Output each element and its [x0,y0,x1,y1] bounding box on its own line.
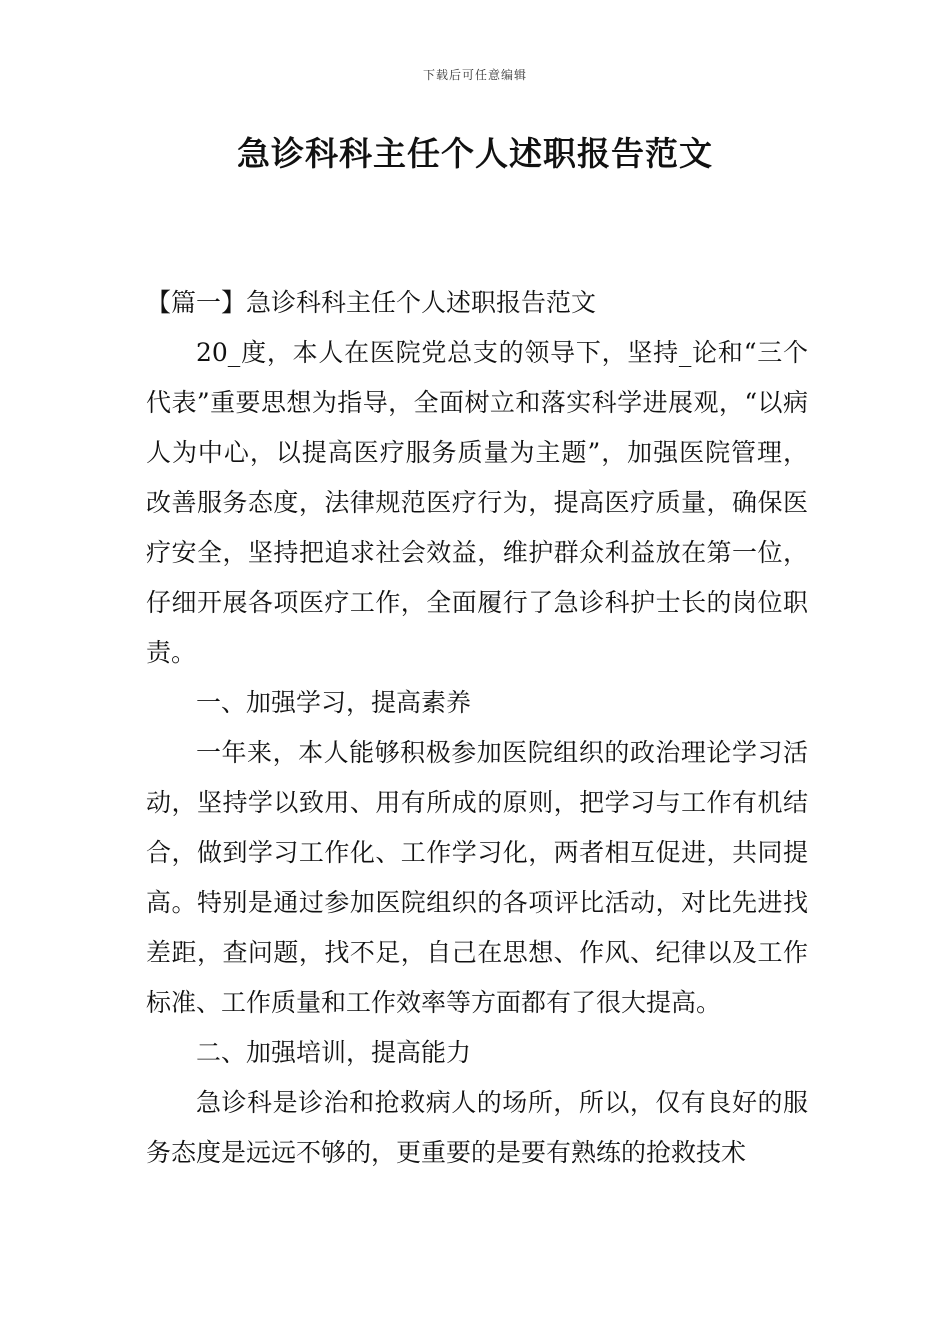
section-subtitle: 【篇一】急诊科科主任个人述职报告范文 [146,288,597,317]
section-heading-1: 一、加强学习，提高素养 [196,688,472,717]
paragraph-intro: 20_度，本人在医院党总支的领导下，坚持_论和“三个代表”重要思想为指导，全面树立和落实科学进展观，“以病人为中心，以提高医疗服务质量为主题”，加强医院管理，改善服务态度，法律规范医疗行为，提高医疗质量，确保医疗安全，坚持把追求社会效益，维护群众利益放在第一位，仔细开展各项医疗工作，全面履行了急诊科护士长的岗位职责。 [146,338,808,667]
document-title: 急诊科科主任个人述职报告范文 [237,134,713,173]
document-body [146,278,808,1178]
header-note: 下载后可任意编辑 [422,68,527,82]
section-heading-2: 二、加强培训，提高能力 [196,1038,472,1067]
paragraph-study: 一年来，本人能够积极参加医院组织的政治理论学习活动，坚持学以致用、用有所成的原则，把学习与工作有机结合，做到学习工作化、工作学习化，两者相互促进，共同提高。特别是通过参加医院组织的各项评比活动，对比先进找差距，查问题，找不足，自己在思想、作风、纪律以及工作标准、工作质量和工作效率等方面都有了很大提高。 [146,738,808,1017]
paragraph-training: 急诊科是诊治和抢救病人的场所，所以，仅有良好的服务态度是远远不够的，更重要的是要有熟练的抢救技术 [146,1088,808,1167]
